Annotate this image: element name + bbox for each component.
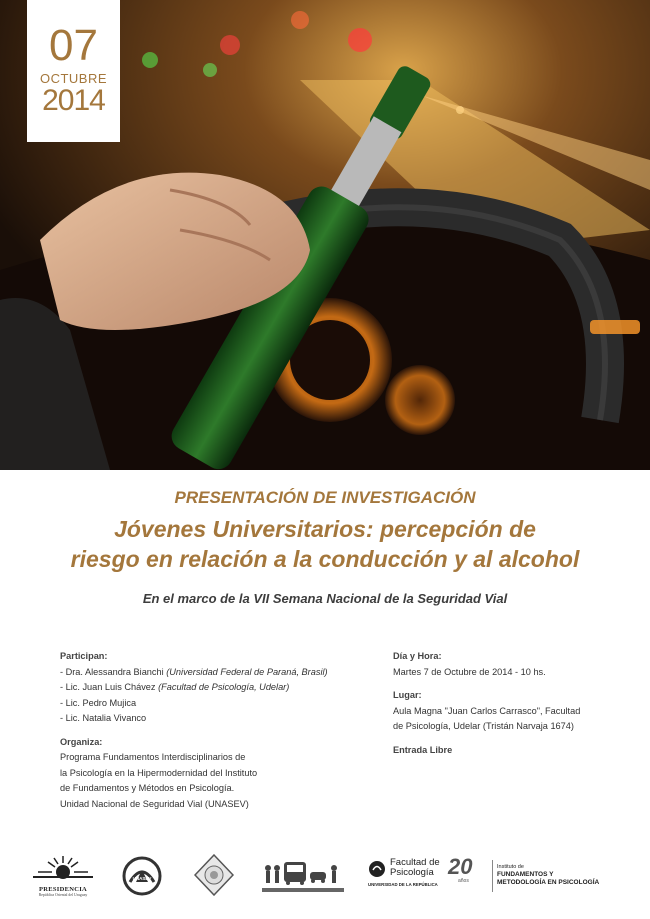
anniversary-number: 20: [448, 854, 473, 879]
participant-affiliation: (Universidad Federal de Paraná, Brasil): [166, 666, 328, 677]
participant-name: - Lic. Natalia Vivanco: [60, 713, 147, 723]
participants-heading: Participan:: [60, 651, 108, 661]
facultad-emblem-icon: [368, 860, 386, 878]
participant-name: - Dra. Alessandra Bianchi: [60, 666, 167, 677]
details-left-column: [60, 649, 360, 812]
seguridad-vial-week-logo: [194, 854, 234, 896]
schedule-heading: Día y Hora:: [393, 651, 442, 661]
date-month: OCTUBRE: [39, 71, 108, 86]
organiza-line: de Fundamentos y Métodos en Psicología.: [60, 783, 235, 793]
participant-name: - Lic. Juan Luis Chávez: [60, 682, 159, 692]
organiza-line: Programa Fundamentos Interdisciplinarios de: [60, 752, 246, 762]
facultad-name-line-1: Facultad de: [390, 857, 440, 868]
participant-item: [60, 665, 360, 681]
headline-title-line-1: Jóvenes Universitarios: percepción de: [114, 516, 536, 542]
organiza-line: la Psicología en la Hipermodernidad del Instituto: [60, 767, 258, 778]
entry-label: Entrada Libre: [393, 744, 453, 755]
logo-divider: [492, 860, 493, 892]
anniversary-logo: [448, 856, 490, 896]
participant-name: - Lic. Pedro Mujica: [60, 697, 137, 708]
instituto-line-3: METODOLOGÍA EN PSICOLOGÍA: [497, 879, 600, 886]
presidencia-logo: [28, 854, 98, 898]
schedule-value: Martes 7 de Octubre de 2014 - 10 hs.: [393, 666, 546, 677]
location-line: de Psicología, Udelar (Tristán Narvaja 1674): [393, 721, 574, 731]
sun-emblem-icon: [28, 854, 98, 882]
headline-kicker: PRESENTACIÓN DE INVESTIGACIÓN: [174, 488, 476, 507]
instituto-logo: [497, 864, 637, 894]
date-day: 07: [49, 21, 98, 70]
headline-subtitle: En el marco de la VII Semana Nacional de la Seguridad Vial: [142, 591, 508, 606]
diamond-sign-icon: [194, 854, 234, 896]
facultad-name-line-2: Psicología: [390, 867, 434, 878]
organiza-line: Unidad Nacional de Seguridad Vial (UNASEV): [60, 798, 249, 809]
participant-affiliation: (Facultad de Psicología, Udelar): [158, 682, 290, 692]
headline-title: [0, 514, 650, 574]
location-heading: Lugar:: [393, 690, 422, 700]
presidencia-sublabel: República Oriental del Uruguay: [38, 893, 88, 897]
instituto-line-2: FUNDAMENTOS Y: [497, 871, 554, 878]
participant-item: [60, 680, 360, 696]
transport-pictograms-icon: [262, 858, 344, 896]
unasev-label: UNASEV: [132, 876, 152, 881]
location-line: Aula Magna "Juan Carlos Carrasco", Facultad: [393, 705, 581, 716]
participant-item: [60, 711, 360, 727]
instituto-line-1: Instituto de: [497, 864, 524, 870]
event-date-box: [27, 0, 120, 142]
facultad-psicologia-logo: [368, 858, 450, 898]
headline-block: [0, 488, 650, 606]
anniversary-word: años: [458, 878, 469, 884]
facultad-university-label: UNIVERSIDAD DE LA REPÚBLICA: [368, 882, 438, 887]
headline-title-line-2: riesgo en relación a la conducción y al alcohol: [70, 546, 580, 572]
date-year: 2014: [42, 84, 105, 117]
organiza-heading: Organiza:: [60, 736, 103, 747]
campaign-pictograms: [262, 858, 344, 896]
unasev-logo: [122, 856, 162, 896]
sponsor-logos: [0, 852, 650, 902]
details-right-column: [393, 649, 623, 758]
presidencia-label: PRESIDENCIA: [38, 886, 88, 893]
participant-item: [60, 696, 360, 712]
